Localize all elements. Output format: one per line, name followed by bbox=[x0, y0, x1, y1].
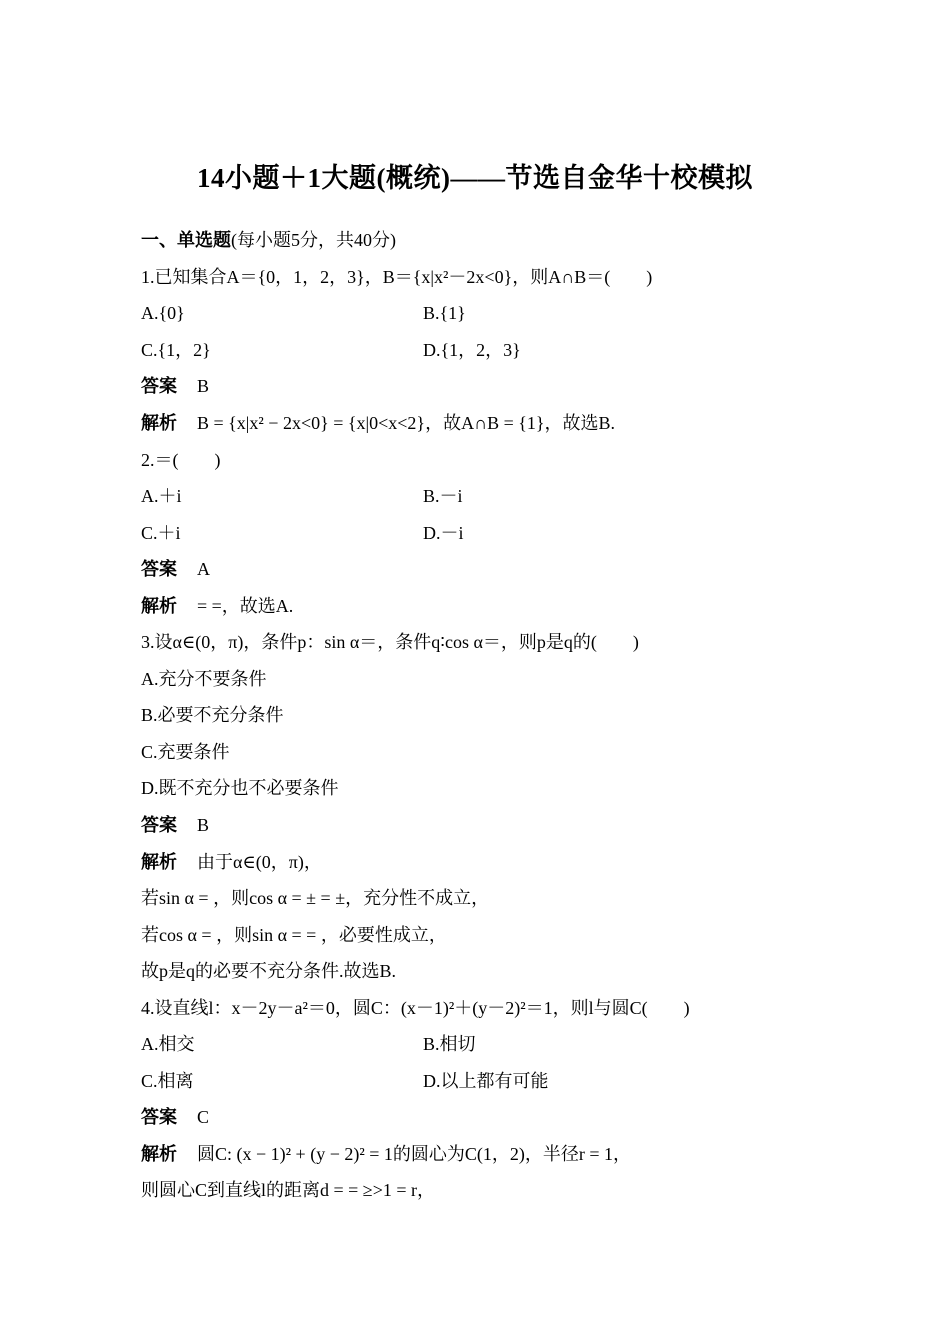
q3-analysis-line4: 故p是q的必要不充分条件.故选B. bbox=[141, 961, 397, 981]
q3-answer bbox=[141, 813, 209, 837]
answer-value: B bbox=[197, 815, 210, 835]
q1-option-a: A.{0} bbox=[141, 303, 185, 323]
q1-option-c: C.{1，2} bbox=[141, 340, 211, 360]
q1-stem: 1.已知集合A＝{0，1，2，3}，B＝{x|x²－2x<0}，则A∩B＝( ) bbox=[141, 267, 653, 287]
answer-label: 答案 bbox=[141, 815, 177, 835]
answer-value: C bbox=[197, 1107, 210, 1127]
analysis-text: 圆C: (x − 1)² + (y − 2)² = 1的圆心为C(1，2)，半径r = 1， bbox=[197, 1144, 632, 1164]
q2-option-a: A.＋i bbox=[141, 486, 182, 506]
q3-option-b: B.必要不充分条件 bbox=[141, 705, 284, 725]
q1-analysis bbox=[141, 411, 615, 435]
q3-option-a: A.充分不要条件 bbox=[141, 669, 267, 689]
q1-answer bbox=[141, 374, 209, 398]
document-title: 14小题＋1大题(概统)——节选自金华十校模拟 bbox=[197, 163, 753, 193]
q4-analysis bbox=[141, 1142, 631, 1166]
analysis-text: B = {x|x² − 2x<0} = {x|0<x<2}，故A∩B = {1}，故选B. bbox=[197, 413, 616, 433]
section-heading bbox=[141, 228, 396, 252]
q2-option-b: B.－i bbox=[423, 486, 463, 506]
q3-analysis-line3: 若cos α = ，则sin α = = ，必要性成立， bbox=[141, 925, 447, 945]
q4-answer bbox=[141, 1105, 209, 1129]
q3-stem: 3.设α∈(0，π)，条件p：sin α＝，条件q∶cos α＝，则p是q的( ) bbox=[141, 632, 639, 652]
analysis-label: 解析 bbox=[141, 1144, 177, 1164]
q3-option-d: D.既不充分也不必要条件 bbox=[141, 778, 339, 798]
q3-analysis bbox=[141, 850, 322, 874]
q4-option-b: B.相切 bbox=[423, 1034, 476, 1054]
q2-stem: 2.＝( ) bbox=[141, 450, 221, 470]
q3-option-c: C.充要条件 bbox=[141, 742, 230, 762]
q4-option-c: C.相离 bbox=[141, 1071, 194, 1091]
answer-value: A bbox=[197, 559, 210, 579]
analysis-label: 解析 bbox=[141, 596, 177, 616]
q4-analysis-line2: 则圆心C到直线l的距离d = = ≥>1 = r， bbox=[141, 1180, 435, 1200]
q2-answer bbox=[141, 557, 210, 581]
analysis-label: 解析 bbox=[141, 852, 177, 872]
q2-option-d: D.－i bbox=[423, 523, 464, 543]
q2-option-c: C.＋i bbox=[141, 523, 181, 543]
analysis-label: 解析 bbox=[141, 413, 177, 433]
answer-label: 答案 bbox=[141, 1107, 177, 1127]
q2-analysis bbox=[141, 594, 293, 618]
section-heading-note: (每小题5分，共40分) bbox=[231, 230, 396, 250]
answer-label: 答案 bbox=[141, 559, 177, 579]
answer-value: B bbox=[197, 376, 210, 396]
q4-stem: 4.设直线l：x－2y－a²＝0，圆C：(x－1)²＋(y－2)²＝1，则l与圆C( ) bbox=[141, 998, 690, 1018]
q1-option-d: D.{1，2，3} bbox=[423, 340, 521, 360]
q4-option-a: A.相交 bbox=[141, 1034, 195, 1054]
answer-label: 答案 bbox=[141, 376, 177, 396]
q4-option-d: D.以上都有可能 bbox=[423, 1071, 549, 1091]
analysis-text: 由于α∈(0，π)， bbox=[197, 852, 322, 872]
section-heading-label: 一、单选题 bbox=[141, 230, 231, 250]
q1-option-b: B.{1} bbox=[423, 303, 466, 323]
q3-analysis-line2: 若sin α = ，则cos α = ± = ±，充分性不成立， bbox=[141, 888, 490, 908]
analysis-text: = =，故选A. bbox=[197, 596, 294, 616]
